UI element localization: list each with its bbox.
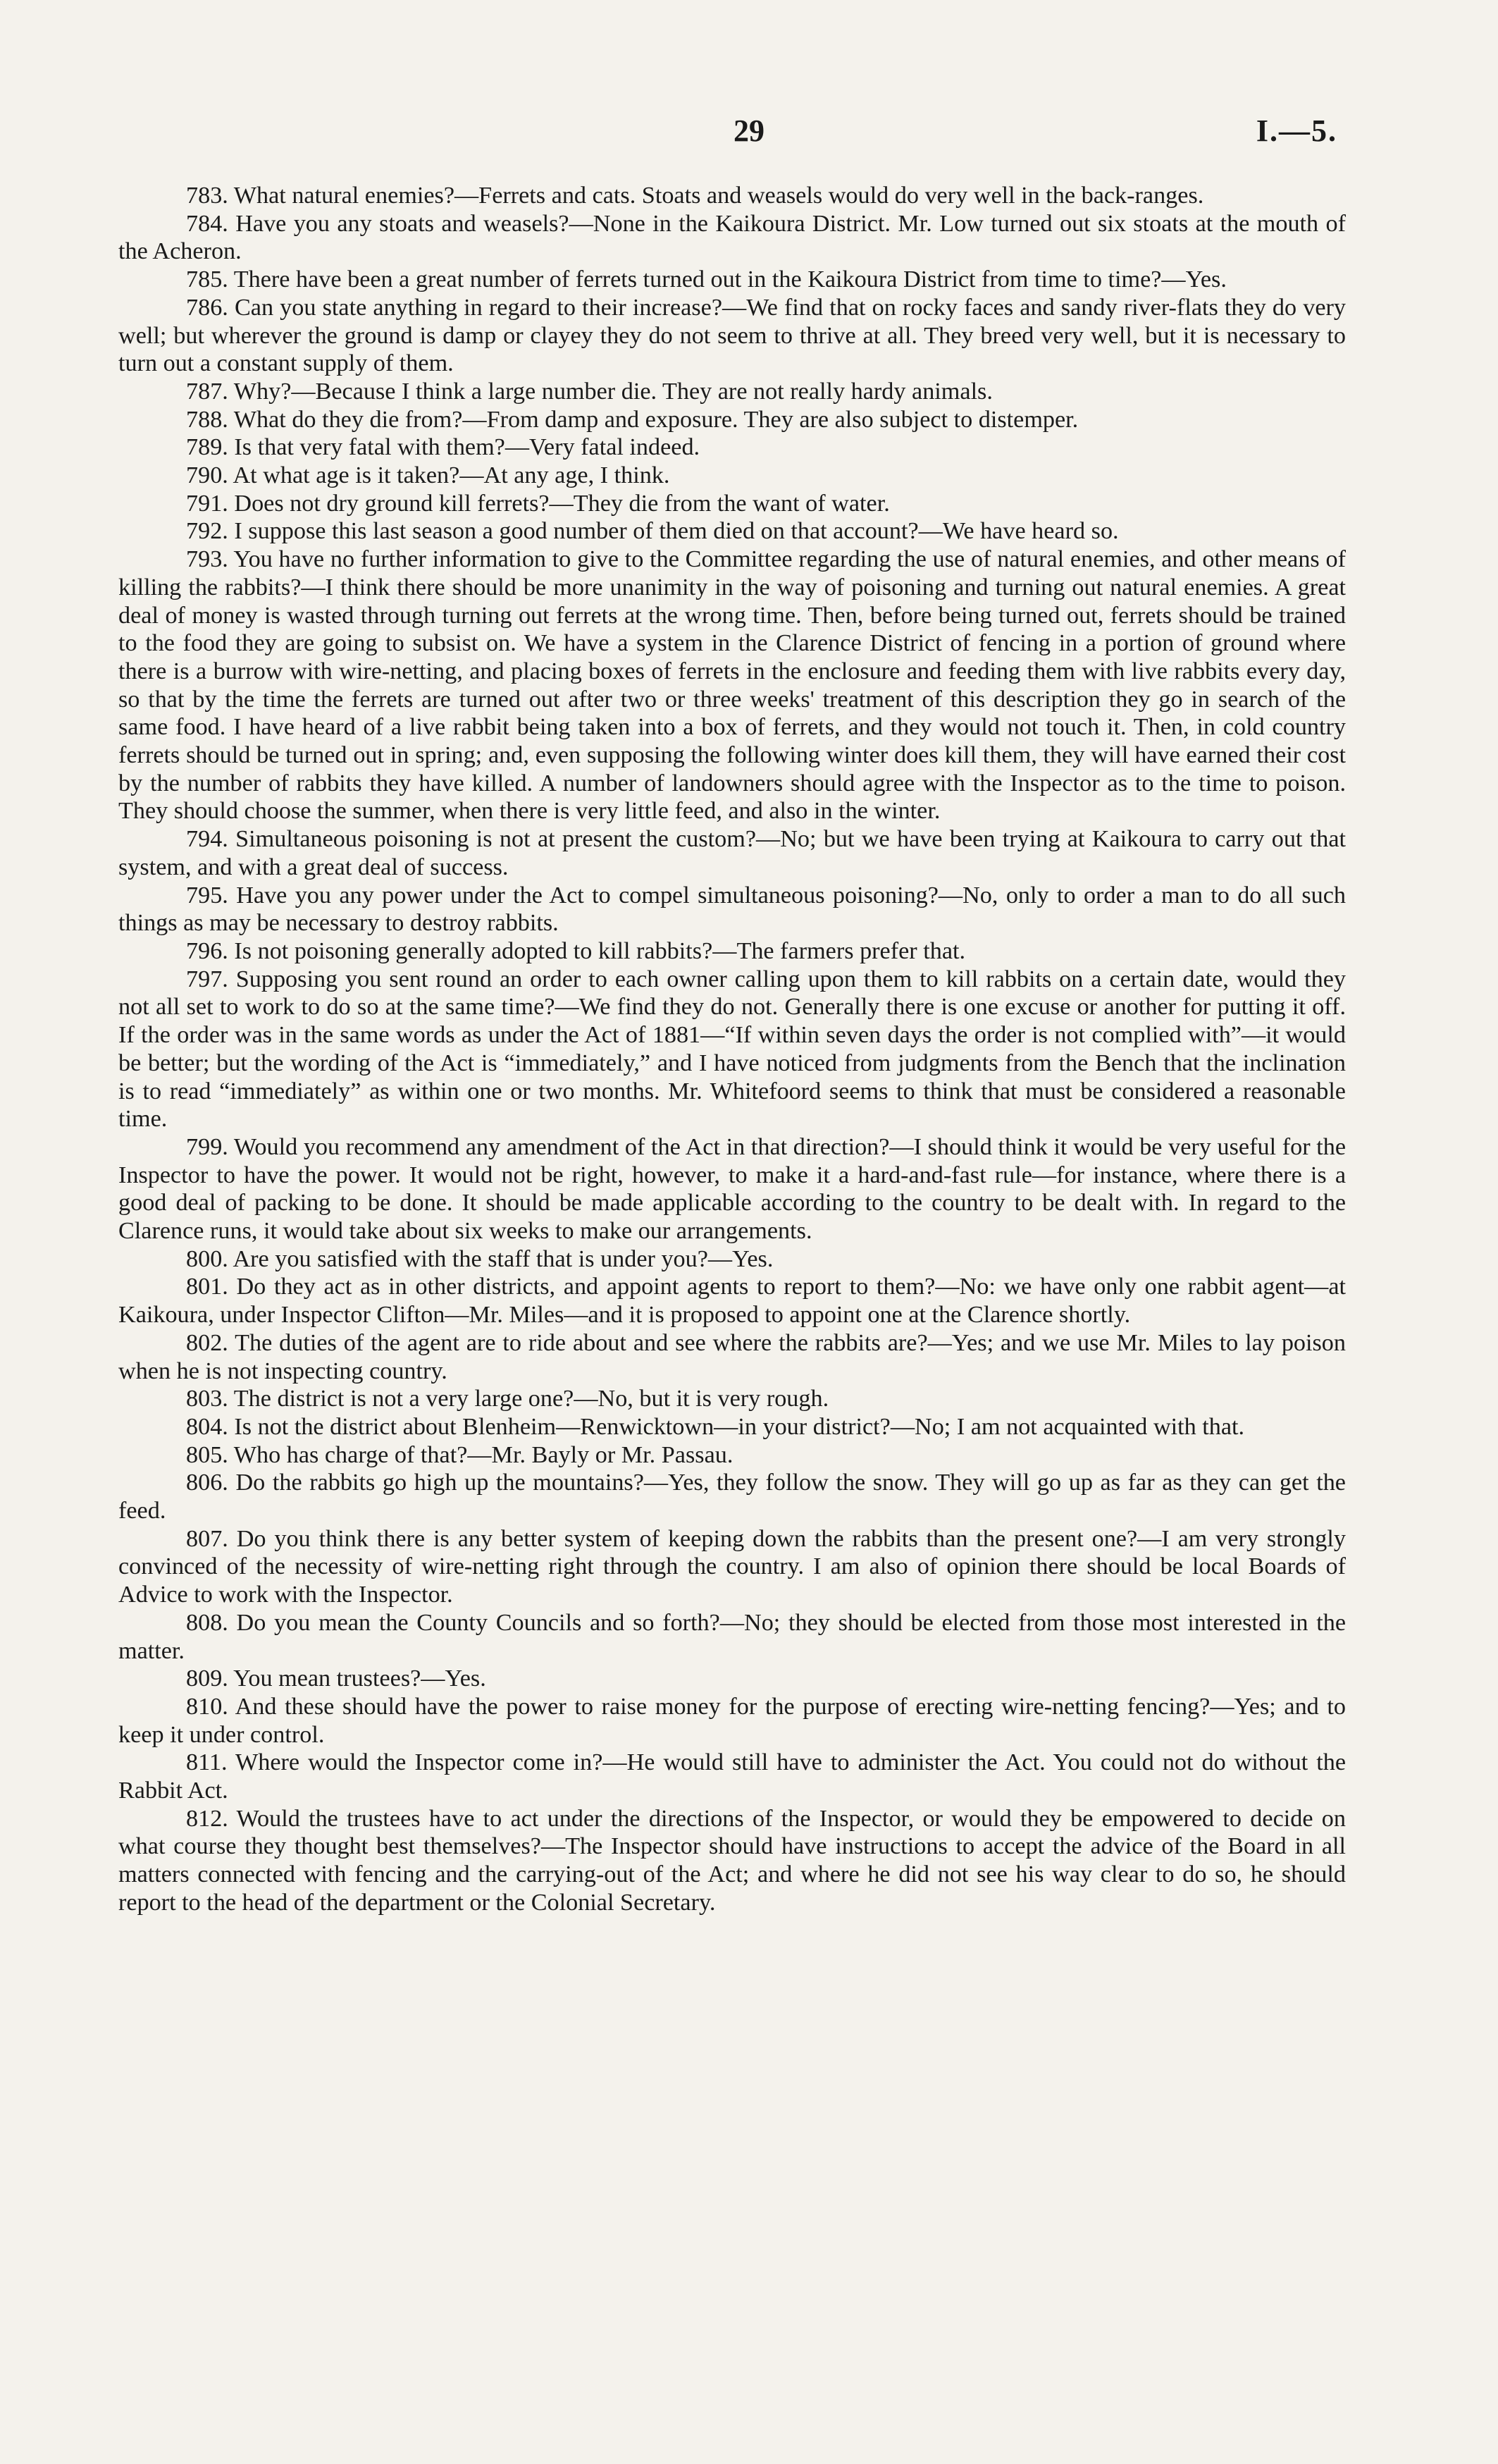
paragraph-805: 805. Who has charge of that?—Mr. Bayly or Mr. Passau. [186, 1441, 733, 1468]
paragraph-793: 793. You have no further information to give to the Committee regarding the use of natural enemies, and other means of killing the rabbits?—I think there should be more unanimity in the way of poisoning and turning out natural enemies. A great deal of money is wasted through turning out ferrets at the wrong time. Then, before being turned out, ferrets should be trained to the food they are going to subsist on. We have a system in the Clarence District of fencing in a portion of ground where there is a burrow with wire-netting, and placing boxes of ferrets in the enclosure and feeding them with live rabbits every day, so that by the time the ferrets are turned out after two or three weeks' treatment of this description they go in search of the same food. I have heard of a live rabbit being taken into a box of ferrets, and they would not touch it. Then, in cold country ferrets should be turned out in spring; and, even supposing the following winter does kill them, they will have earned their cost by the number of rabbits they have killed. A number of landowners should agree with the Inspector as to the time to poison. They should choose the summer, when there is very little feed, and also in the winter. [118, 546, 1346, 825]
paragraph-796: 796. Is not poisoning generally adopted to kill rabbits?—The farmers prefer that. [186, 937, 966, 964]
paragraph-790: 790. At what age is it taken?—At any age, I think. [186, 462, 670, 489]
paragraph-800: 800. Are you satisfied with the staff that is under you?—Yes. [186, 1245, 774, 1272]
paragraph-797: 797. Supposing you sent round an order to each owner calling upon them to kill rabbits on a certain date, would they not all set to work to do so at the same time?—We find they do not. Generally there is one excuse or another for putting it off. If the order was in the same words as under the Act of 1881—“If within seven days the order is not complied with”—it would be better; but the wording of the Act is “immediately,” and I have noticed from judgments from the Bench that the inclination is to read “immediately” as within one or two months. Mr. Whitefoord seems to think that must be considered a reasonable time. [118, 966, 1346, 1133]
paragraph-784: 784. Have you any stoats and weasels?—None in the Kaikoura District. Mr. Low turned out six stoats at the mouth of the Acheron. [118, 210, 1346, 265]
page-number: 29 [733, 113, 765, 148]
paragraph-786: 786. Can you state anything in regard to their increase?—We find that on rocky faces and sandy river-flats they do very well; but wherever the ground is damp or clayey they do not seem to thrive at all. They breed very well, but it is necessary to turn out a constant supply of them. [118, 294, 1346, 377]
paragraph-783: 783. What natural enemies?—Ferrets and cats. Stoats and weasels would do very well in the back-ranges. [186, 183, 1204, 209]
paragraph-788: 788. What do they die from?—From damp and exposure. They are also subject to distemper. [186, 406, 1079, 433]
paragraph-808: 808. Do you mean the County Councils and so forth?—No; they should be elected from those most interested in the matter. [118, 1609, 1346, 1664]
paragraph-812: 812. Would the trustees have to act under the directions of the Inspector, or would they be empowered to decide on what course they thought best themselves?—The Inspector should have instructions to accept the advice of the Board in all matters connected with fencing and the carrying-out of the Act; and where he did not see his way clear to do so, he should report to the head of the department or the Colonial Secretary. [118, 1805, 1346, 1916]
document-reference: I.—5. [1256, 113, 1337, 148]
paragraph-791: 791. Does not dry ground kill ferrets?—They die from the want of water. [186, 490, 890, 517]
paragraph-794: 794. Simultaneous poisoning is not at present the custom?—No; but we have been trying at Kaikoura to carry out that system, and with a great deal of success. [118, 826, 1346, 880]
paragraph-810: 810. And these should have the power to raise money for the purpose of erecting wire-netting fencing?—Yes; and to keep it under control. [118, 1693, 1346, 1748]
paragraph-801: 801. Do they act as in other districts, and appoint agents to report to them?—No: we have only one rabbit agent—at Kaikoura, under Inspector Clifton—Mr. Miles—and it is proposed to appoint one at the Clarence shortly. [118, 1274, 1346, 1329]
paragraph-802: 802. The duties of the agent are to ride about and see where the rabbits are?—Yes; and we use Mr. Miles to lay poison when he is not inspecting country. [118, 1329, 1346, 1384]
evidence-transcript [118, 182, 1346, 1917]
paragraph-795: 795. Have you any power under the Act to compel simultaneous poisoning?—No, only to order a man to do all such things as may be necessary to destroy rabbits. [118, 882, 1346, 937]
paragraph-811: 811. Where would the Inspector come in?—He would still have to administer the Act. You could not do without the Rabbit Act. [118, 1749, 1346, 1804]
paragraph-785: 785. There have been a great number of ferrets turned out in the Kaikoura District from time to time?—Yes. [186, 266, 1227, 293]
paragraph-804: 804. Is not the district about Blenheim—Renwicktown—in your district?—No; I am not acquainted with that. [186, 1413, 1245, 1440]
paragraph-789: 789. Is that very fatal with them?—Very fatal indeed. [186, 434, 700, 461]
paragraph-799: 799. Would you recommend any amendment of the Act in that direction?—I should think it would be very useful for the Inspector to have the power. It would not be right, however, to make it a hard-and-fast rule—for instance, where there is a good deal of packing to be done. It should be made applicable according to the country to be dealt with. In regard to the Clarence runs, it would take about six weeks to make our arrangements. [118, 1133, 1346, 1245]
paragraph-809: 809. You mean trustees?—Yes. [186, 1665, 486, 1692]
paragraph-787: 787. Why?—Because I think a large number die. They are not really hardy animals. [186, 378, 993, 405]
paragraph-806: 806. Do the rabbits go high up the mountains?—Yes, they follow the snow. They will go up as far as they can get the feed. [118, 1470, 1346, 1524]
paragraph-807: 807. Do you think there is any better system of keeping down the rabbits than the present one?—I am very strongly convinced of the necessity of wire-netting right through the country. I am also of opinion there should be local Boards of Advice to work with the Inspector. [118, 1525, 1346, 1608]
paragraph-803: 803. The district is not a very large one?—No, but it is very rough. [186, 1386, 829, 1412]
paragraph-792: 792. I suppose this last season a good number of them died on that account?—We have heard so. [186, 518, 1119, 545]
